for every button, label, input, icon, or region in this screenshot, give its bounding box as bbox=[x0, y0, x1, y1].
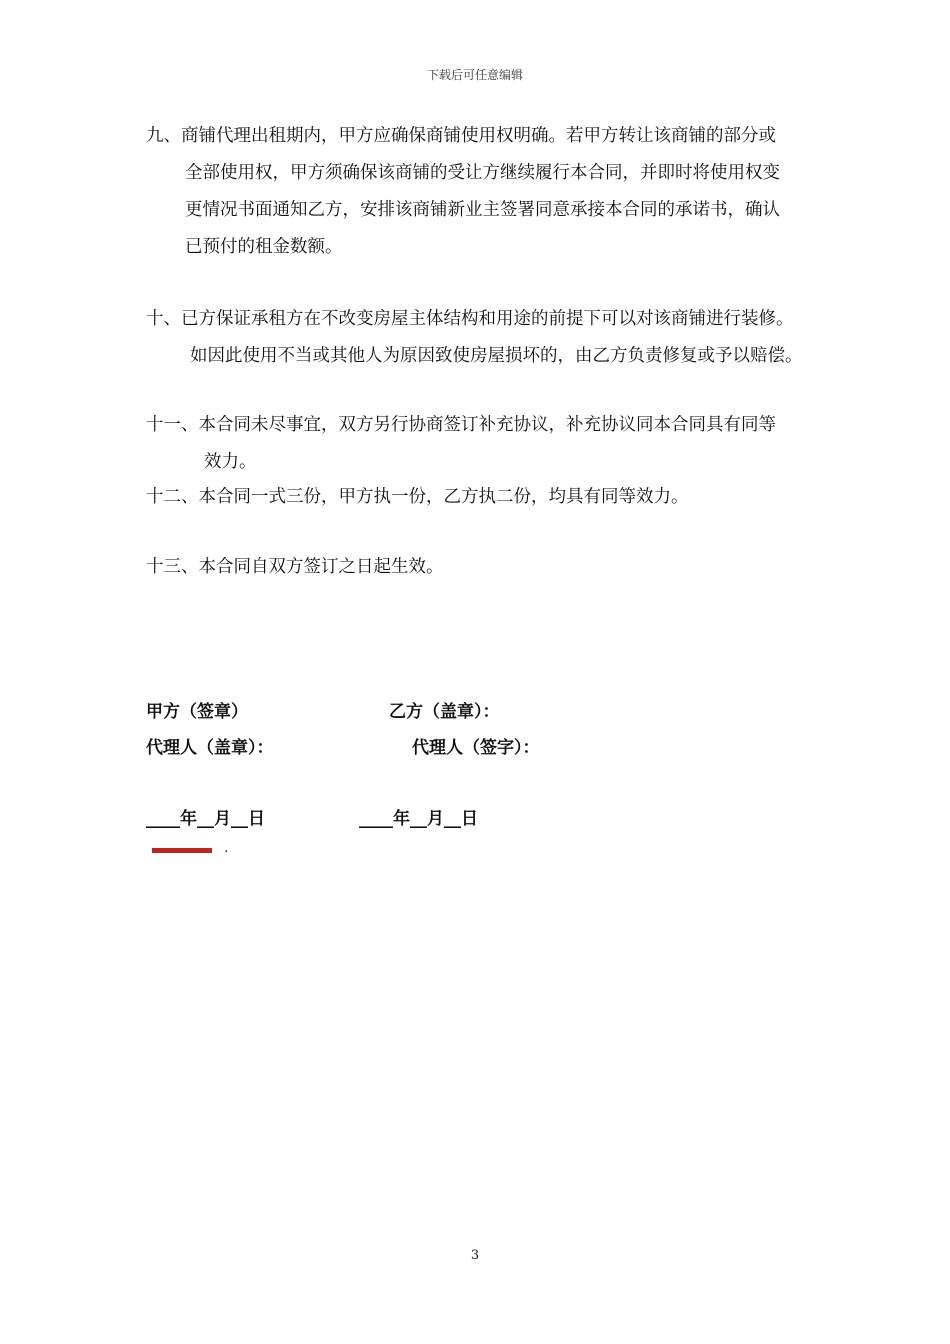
date-a-field: ____年__月__日 bbox=[146, 809, 265, 829]
stray-dot: . bbox=[224, 840, 229, 856]
clause-11 bbox=[146, 407, 776, 481]
clause-10 bbox=[146, 301, 803, 375]
party-b-seal-label: 乙方（盖章）： bbox=[389, 702, 500, 722]
clause-11-line-2: 效力。 bbox=[204, 452, 257, 472]
clause-9-line-3: 更情况书面通知乙方，安排该商铺新业主签署同意承接本合同的承诺书，确认 bbox=[185, 200, 780, 220]
clause-13-line-1: 十三、本合同自双方签订之日起生效。 bbox=[146, 557, 444, 577]
clause-10-line-2: 如因此使用不当或其他人为原因致使房屋损坏的，由乙方负责修复或予以赔偿。 bbox=[190, 346, 803, 366]
red-decorative-bar bbox=[152, 848, 212, 853]
clause-9 bbox=[146, 118, 780, 266]
page-number: 3 bbox=[470, 1248, 480, 1263]
agent-b-label: 代理人（签字）： bbox=[412, 738, 540, 758]
clause-9-line-4: 已预付的租金数额。 bbox=[185, 237, 343, 257]
clause-12-line-1: 十二、本合同一式三份，甲方执一份，乙方执二份，均具有同等效力。 bbox=[146, 487, 689, 507]
party-a-seal-label: 甲方（签章） bbox=[146, 702, 248, 722]
clause-10-line-1: 十、已方保证承租方在不改变房屋主体结构和用途的前提下可以对该商铺进行装修。 bbox=[146, 309, 794, 329]
clause-13 bbox=[146, 549, 444, 586]
clause-11-line-1: 十一、本合同未尽事宜，双方另行协商签订补充协议，补充协议同本合同具有同等 bbox=[146, 415, 776, 435]
date-b-field: ____年__月__日 bbox=[359, 809, 478, 829]
clause-9-line-1: 九、商铺代理出租期内，甲方应确保商铺使用权明确。若甲方转让该商铺的部分或 bbox=[146, 126, 776, 146]
agent-a-label: 代理人（盖章）： bbox=[146, 738, 274, 758]
clause-12 bbox=[146, 479, 689, 516]
header-note: 下载后可任意编辑 bbox=[426, 68, 523, 82]
clause-9-line-2: 全部使用权，甲方须确保该商铺的受让方继续履行本合同，并即时将使用权变 bbox=[185, 163, 780, 183]
